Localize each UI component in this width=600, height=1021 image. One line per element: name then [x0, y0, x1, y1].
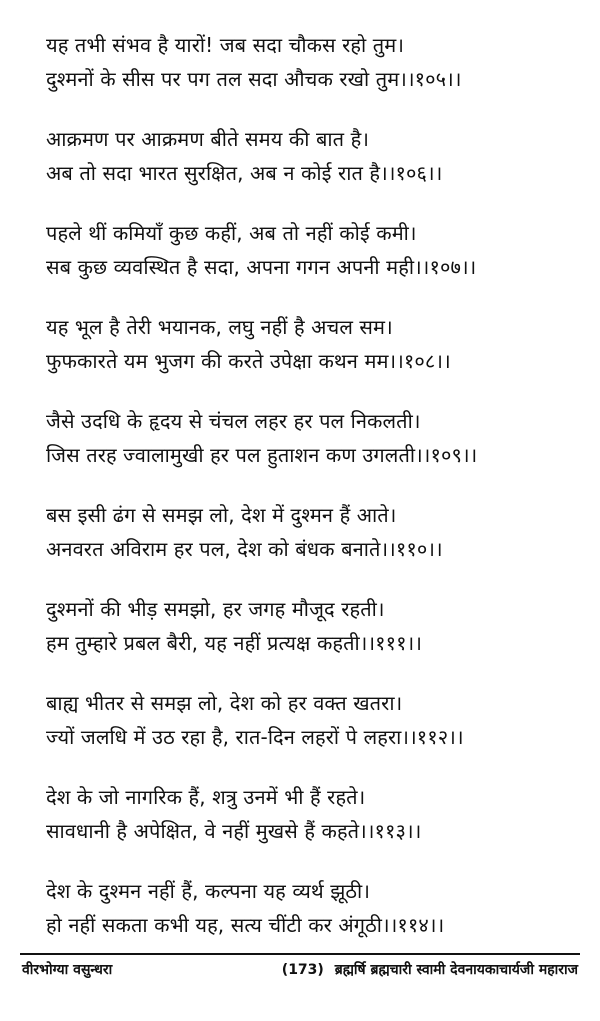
verse-line: जिस तरह ज्वालामुखी हर पल हुताशन कण उगलती।।१०९।। [46, 443, 478, 467]
stanza-109 [46, 404, 566, 472]
verse-line: देश के जो नागरिक हैं, शत्रु उनमें भी हैं रहते। [46, 785, 366, 809]
stanza-105 [46, 28, 566, 96]
verse-line: ज्यों जलधि में उठ रहा है, रात-दिन लहरों पे लहरा।।११२।। [46, 725, 464, 749]
page-number: (173) [281, 962, 324, 978]
stanza-110 [46, 498, 566, 566]
verse-line: पहले थीं कमियाँ कुछ कहीं, अब तो नहीं कोई कमी। [46, 221, 417, 245]
stanza-106 [46, 122, 566, 190]
verse-line: यह तभी संभव है यारों! जब सदा चौकस रहो तुम। [46, 33, 405, 57]
verse-line: यह भूल है तेरी भयानक, लघु नहीं है अचल सम। [46, 315, 393, 339]
stanza-107 [46, 216, 566, 284]
verse-line: बाह्य भीतर से समझ लो, देश को हर वक्त खतरा। [46, 691, 403, 715]
stanza-112 [46, 686, 566, 754]
verse-line: अब तो सदा भारत सुरक्षित, अब न कोई रात है।।१०६।। [46, 161, 443, 185]
footer-book-title: वीरभोग्या वसुन्धरा [22, 962, 113, 978]
stanza-113 [46, 780, 566, 848]
verse-line: दुश्मनों के सीस पर पग तल सदा औचक रखो तुम।।१०५।। [46, 67, 462, 91]
verse-line: फुफकारते यम भुजग की करते उपेक्षा कथन मम।।१०८।। [46, 349, 451, 373]
stanza-108 [46, 310, 566, 378]
verse-line: जैसे उदधि के हृदय से चंचल लहर हर पल निकलती। [46, 409, 421, 433]
verse-line: हम तुम्हारे प्रबल बैरी, यह नहीं प्रत्यक्ष कहती।।१११।। [46, 631, 423, 655]
verse-line: हो नहीं सकता कभी यह, सत्य चींटी कर अंगूठी।।११४।। [46, 913, 445, 937]
verse-line: अनवरत अविराम हर पल, देश को बंधक बनाते।।११०।। [46, 537, 443, 561]
verse-line: देश के दुश्मन नहीं हैं, कल्पना यह व्यर्थ झूठी। [46, 879, 371, 903]
verse-block [46, 28, 566, 968]
footer-right [282, 960, 578, 979]
verse-line: सब कुछ व्यवस्थित है सदा, अपना गगन अपनी मही।।१०७।। [46, 255, 477, 279]
stanza-114 [46, 874, 566, 942]
verse-line: आक्रमण पर आक्रमण बीते समय की बात है। [46, 127, 370, 151]
verse-line: सावधानी है अपेक्षित, वे नहीं मुखसे हैं कहते।।११३।। [46, 819, 422, 843]
verse-line: बस इसी ढंग से समझ लो, देश में दुश्मन हैं आते। [46, 503, 397, 527]
footer-divider [20, 953, 580, 955]
verse-line: दुश्मनों की भीड़ समझो, हर जगह मौजूद रहती। [46, 597, 385, 621]
footer-author: ब्रह्मर्षि ब्रह्मचारी स्वामी देवनायकाचार्यजी महाराज [334, 962, 578, 978]
stanza-111 [46, 592, 566, 660]
